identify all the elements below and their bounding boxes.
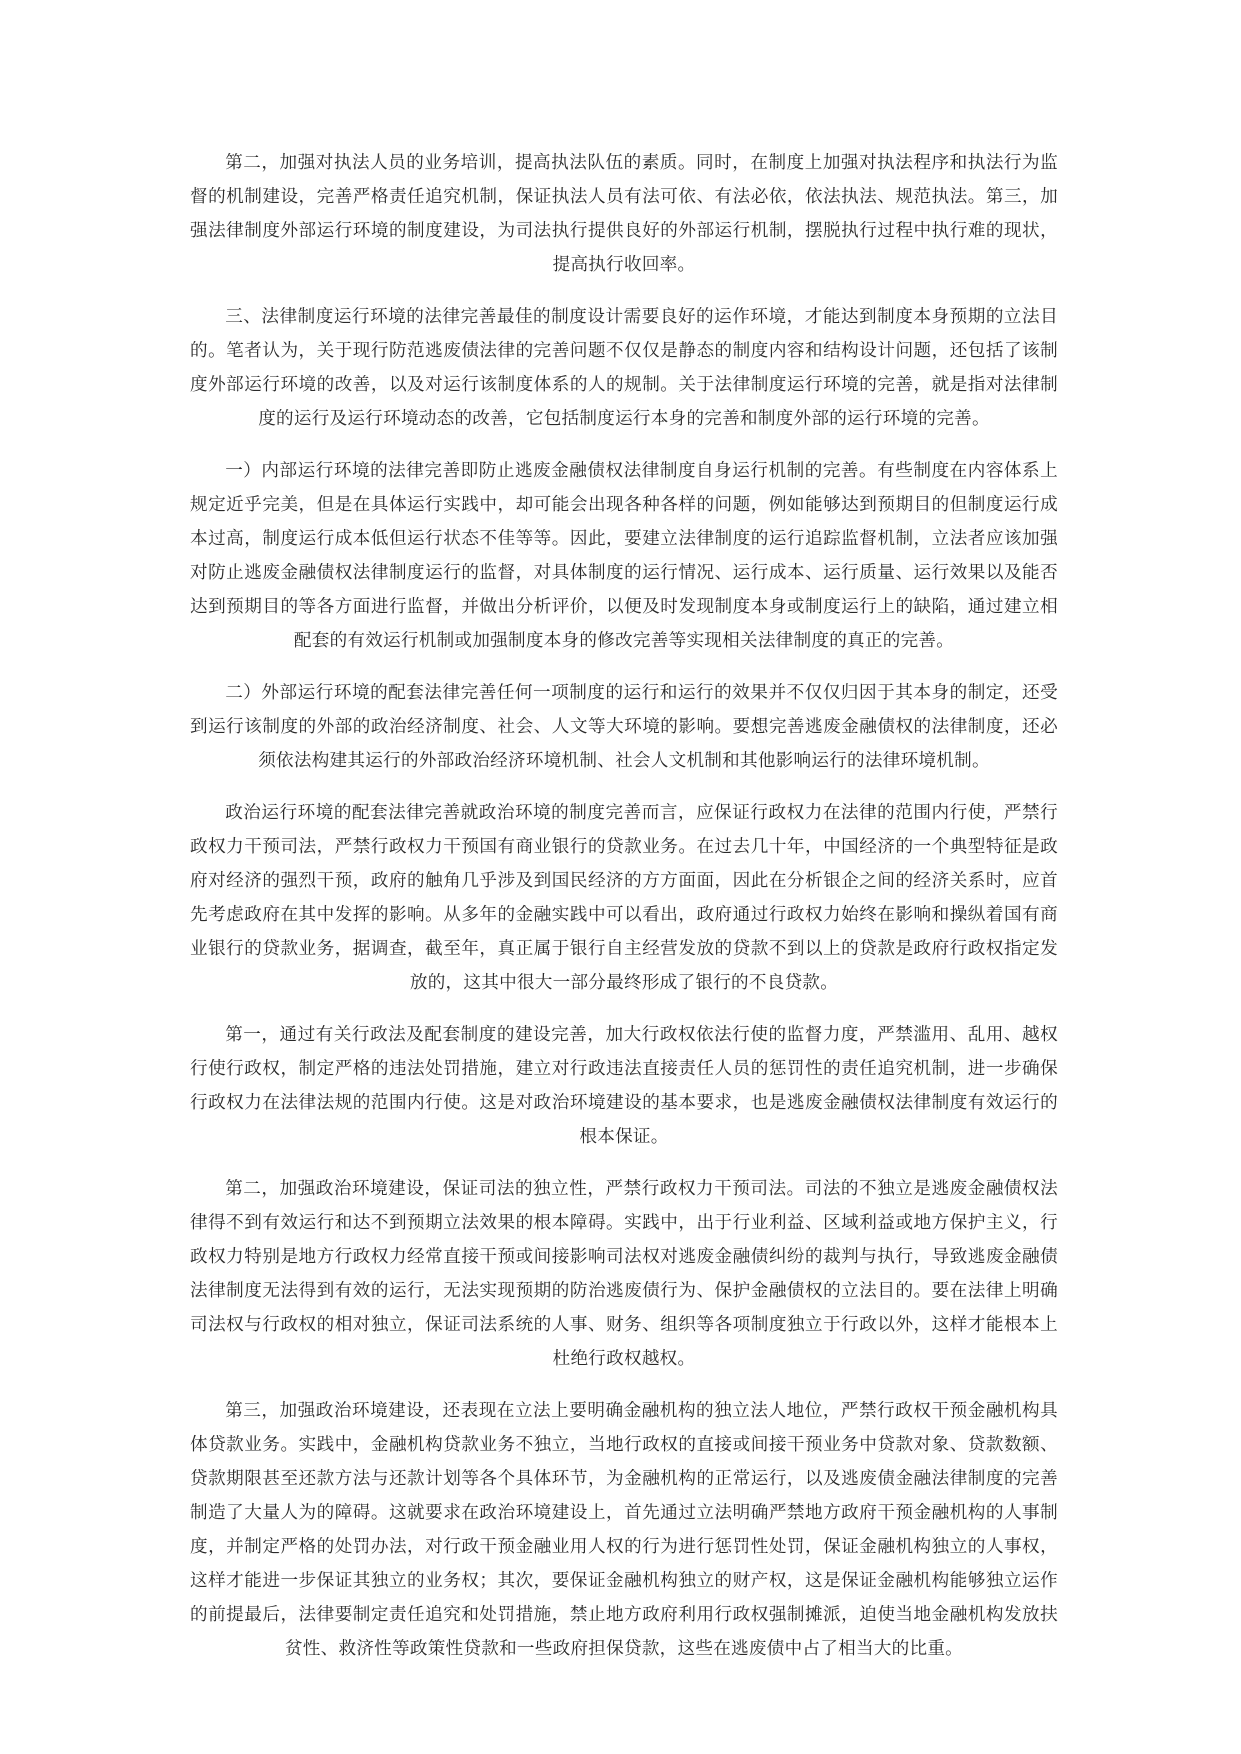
paragraph-3: 一）内部运行环境的法律完善即防止逃废金融债权法律制度自身运行机制的完善。有些制度在内容体系上规定近乎完美，但是在具体运行实践中，却可能会出现各种各样的问题，例如能够达到预期目的但制度运行成本过高，制度运行成本低但运行状态不佳等等。因此，要建立法律制度的运行追踪监督机制，立法者应该加强对防止逃废金融债权法律制度运行的监督，对具体制度的运行情况、运行成本、运行质量、运行效果以及能否达到预期目的等各方面进行监督，并做出分析评价，以便及时发现制度本身或制度运行上的缺陷，通过建立相配套的有效运行机制或加强制度本身的修改完善等实现相关法律制度的真正的完善。	[190, 461, 1058, 651]
paragraph-4: 二）外部运行环境的配套法律完善任何一项制度的运行和运行的效果并不仅仅归因于其本身的制定，还受到运行该制度的外部的政治经济制度、社会、人文等大环境的影响。要想完善逃废金融债权的法律制度，还必须依法构建其运行的外部政治经济环境机制、社会人文机制和其他影响运行的法律环境机制。	[190, 683, 1058, 771]
document-body	[190, 146, 1058, 1684]
paragraph-8: 第三，加强政治环境建设，还表现在立法上要明确金融机构的独立法人地位，严禁行政权干预金融机构具体贷款业务。实践中，金融机构贷款业务不独立，当地行政权的直接或间接干预业务中贷款对象、贷款数额、贷款期限甚至还款方法与还款计划等各个具体环节，为金融机构的正常运行，以及逃废债金融法律制度的完善制造了大量人为的障碍。这就要求在政治环境建设上，首先通过立法明确严禁地方政府干预金融机构的人事制度，并制定严格的处罚办法，对行政干预金融业用人权的行为进行惩罚性处罚，保证金融机构独立的人事权，这样才能进一步保证其独立的业务权；其次，要保证金融机构独立的财产权，这是保证金融机构能够独立运作的前提最后，法律要制定责任追究和处罚措施，禁止地方政府利用行政权强制摊派，迫使当地金融机构发放扶贫性、救济性等政策性贷款和一些政府担保贷款，这些在逃废债中占了相当大的比重。	[190, 1401, 1058, 1659]
paragraph-6: 第一，通过有关行政法及配套制度的建设完善，加大行政权依法行使的监督力度，严禁滥用、乱用、越权行使行政权，制定严格的违法处罚措施，建立对行政违法直接责任人员的惩罚性的责任追究机制，进一步确保行政权力在法律法规的范围内行使。这是对政治环境建设的基本要求，也是逃废金融债权法律制度有效运行的根本保证。	[190, 1025, 1058, 1147]
paragraph-5: 政治运行环境的配套法律完善就政治环境的制度完善而言，应保证行政权力在法律的范围内行使，严禁行政权力干预司法，严禁行政权力干预国有商业银行的贷款业务。在过去几十年，中国经济的一个典型特征是政府对经济的强烈干预，政府的触角几乎涉及到国民经济的方方面面，因此在分析银企之间的经济关系时，应首先考虑政府在其中发挥的影响。从多年的金融实践中可以看出，政府通过行政权力始终在影响和操纵着国有商业银行的贷款业务，据调查，截至年，真正属于银行自主经营发放的贷款不到以上的贷款是政府行政权指定发放的，这其中很大一部分最终形成了银行的不良贷款。	[190, 803, 1058, 993]
paragraph-2: 三、法律制度运行环境的法律完善最佳的制度设计需要良好的运作环境，才能达到制度本身预期的立法目的。笔者认为，关于现行防范逃废债法律的完善问题不仅仅是静态的制度内容和结构设计问题，还包括了该制度外部运行环境的改善，以及对运行该制度体系的人的规制。关于法律制度运行环境的完善，就是指对法律制度的运行及运行环境动态的改善，它包括制度运行本身的完善和制度外部的运行环境的完善。	[190, 307, 1058, 429]
paragraph-1: 第二，加强对执法人员的业务培训，提高执法队伍的素质。同时，在制度上加强对执法程序和执法行为监督的机制建设，完善严格责任追究机制，保证执法人员有法可依、有法必依，依法执法、规范执法。第三，加强法律制度外部运行环境的制度建设，为司法执行提供良好的外部运行机制，摆脱执行过程中执行难的现状，提高执行收回率。	[190, 153, 1058, 275]
paragraph-7: 第二，加强政治环境建设，保证司法的独立性，严禁行政权力干预司法。司法的不独立是逃废金融债权法律得不到有效运行和达不到预期立法效果的根本障碍。实践中，出于行业利益、区域利益或地方保护主义，行政权力特别是地方行政权力经常直接干预或间接影响司法权对逃废金融债纠纷的裁判与执行，导致逃废金融债法律制度无法得到有效的运行，无法实现预期的防治逃废债行为、保护金融债权的立法目的。要在法律上明确司法权与行政权的相对独立，保证司法系统的人事、财务、组织等各项制度独立于行政以外，这样才能根本上杜绝行政权越权。	[190, 1179, 1058, 1369]
